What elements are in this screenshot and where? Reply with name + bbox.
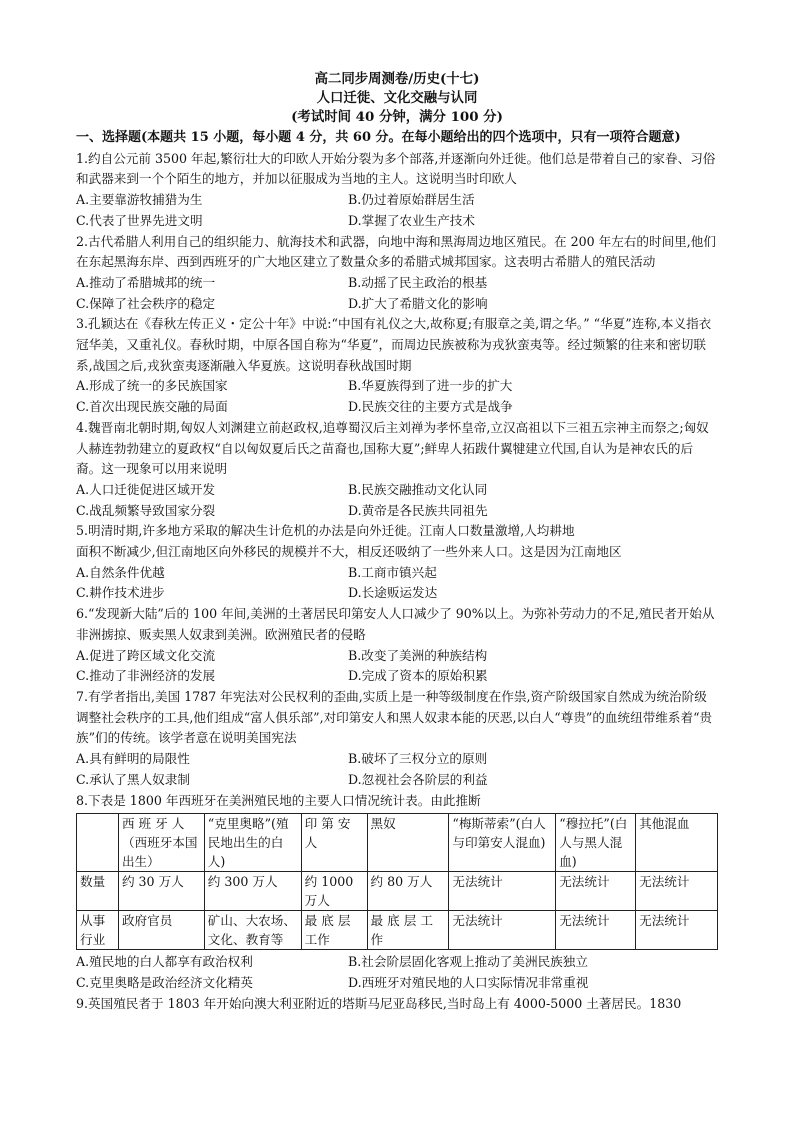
table-cell: 无法统计: [556, 911, 636, 950]
table-header-cell: “穆拉托”(白人与黑人混血): [556, 814, 636, 872]
option-a: A.促进了跨区域文化交流: [76, 647, 216, 663]
option-c: C.保障了社会秩序的稳定: [76, 295, 216, 311]
population-table: [76, 813, 718, 950]
question-1-options: [76, 190, 718, 231]
option-b: B.破坏了三权分立的原则: [348, 751, 488, 767]
table-header-cell: “克里奥略”(殖民地出生的白人): [204, 814, 301, 872]
option-c: C.推动了非洲经济的发展: [76, 668, 216, 684]
option-d: D.扩大了希腊文化的影响: [348, 295, 488, 311]
table-cell: 无法统计: [556, 872, 636, 911]
option-a: A.具有鲜明的局限性: [76, 751, 190, 767]
table-row: [77, 911, 718, 950]
option-d: D.长途贩运发达: [348, 585, 438, 601]
table-cell: 最 底 层 工 作: [367, 911, 449, 950]
option-c: C.耕作技术进步: [76, 585, 165, 601]
table-cell: 矿山、大农场、文化、教育等: [204, 911, 301, 950]
option-c: C.克里奥略是政治经济文化精英: [76, 974, 253, 990]
table-cell: 无法统计: [636, 911, 718, 950]
question-4: 4.魏晋南北朝时期,匈奴人刘渊建立前赵政权,追尊蜀汉后主刘禅为孝怀皇帝,立汉高祖以下三祖五宗神主而祭之;匈奴人赫连勃勃建立的夏政权“自以匈奴夏后氏之苗裔也,国称大夏”;鲜卑人拓跋什翼犍建立代国,自认为是神农氏的后裔。这一现象可以用来说明: [76, 419, 709, 477]
option-b: B.华夏族得到了进一步的扩大: [348, 378, 513, 394]
table-header-cell: “梅斯蒂索”(白人与印第安人混血): [449, 814, 556, 872]
question-7-options: [76, 749, 718, 790]
option-a: A.形成了统一的多民族国家: [76, 378, 228, 394]
table-cell: 无法统计: [449, 911, 556, 950]
table-header-cell: 西 班 牙 人（西班牙本国出生）: [118, 814, 204, 872]
option-a: A.人口迁徙促进区域开发: [76, 481, 216, 497]
question-5-options: [76, 563, 718, 604]
question-7: 7.有学者指出,美国 1787 年宪法对公民权利的歪曲,实质上是一种等级制度在作祟,资产阶级国家自然成为统治阶级调整社会秩序的工具,他们组成“富人俱乐部”,对印第安人和黑人奴隶本能的厌恶,以白人“尊贵”的血统纽带维系着“贵族”们的传统。该学者意在说明美国宪法: [76, 688, 713, 746]
question-6: 6.“发现新大陆”后的 100 年间,美洲的土著居民印第安人人口减少了 90%以上。为弥补劳动力的不足,殖民者开始从非洲掳掠、贩卖黑人奴隶到美洲。欧洲殖民者的侵略: [76, 606, 715, 642]
option-a: A.自然条件优越: [76, 564, 165, 580]
question-3: 3.孔颖达在《春秋左传正义・定公十年》中说:“中国有礼仪之大,故称夏;有服章之美,谓之华。” “华夏”连称,本义指衣冠华美，又重礼仪。春秋时期，中原各国自称为“华夏”，而周边民族被称为戎狄蛮夷等。经过频繁的往来和密切联系,战国之后,戎狄蛮夷逐渐融入华夏族。这说明春秋战国时期: [76, 316, 712, 373]
option-d: D.忽视社会各阶层的利益: [348, 771, 488, 787]
section-heading: 一、选择题(本题共 15 小题，每小题 4 分，共 60 分。在每小题给出的四个选项中，只有一项符合题意): [76, 130, 681, 145]
table-cell: 约 80 万人: [367, 872, 449, 911]
table-cell: 约 1000 万人: [301, 872, 367, 911]
table-header-cell: 其他混血: [636, 814, 718, 872]
table-header-row: [77, 814, 718, 872]
table-header-cell: 印 第 安 人: [301, 814, 367, 872]
option-b: B.民族交融推动文化认同: [348, 481, 488, 497]
question-8-options: [76, 952, 718, 993]
question-2: 2.古代希腊人利用自己的组织能力、航海技术和武器，向地中海和黑海周边地区殖民。在 200 年左右的时间里,他们在东起黑海东岸、西到西班牙的广大地区建立了数量众多的希腊式城邦国家。这表明古希腊人的殖民活动: [76, 233, 716, 270]
question-6-options: [76, 646, 718, 687]
option-d: D.掌握了农业生产技术: [348, 212, 475, 228]
question-3-options: [76, 376, 718, 417]
question-5: 5.明清时期,许多地方采取的解决生计危机的办法是向外迁徙。江南人口数量激增,人均耕地: [76, 523, 575, 539]
option-d: D.完成了资本的原始积累: [348, 668, 488, 684]
exam-page: [76, 70, 718, 1014]
table-cell: 最 底 层 工作: [301, 911, 367, 950]
option-a: A.推动了希腊城邦的统一: [76, 274, 216, 290]
option-c: C.承认了黑人奴隶制: [76, 771, 190, 787]
question-2-options: [76, 273, 718, 314]
table-cell: 约 30 万人: [118, 872, 204, 911]
question-4-options: [76, 480, 718, 521]
option-d: D.黄帝是各民族共同祖先: [348, 502, 488, 518]
option-c: C.战乱频繁导致国家分裂: [76, 502, 216, 518]
option-b: B.工商市镇兴起: [348, 564, 437, 580]
option-b: B.改变了美洲的种族结构: [348, 647, 488, 663]
question-5-continued: 面积不断减少,但江南地区向外移民的规模并不大，相反还吸纳了一些外来人口。这是因为江南地区: [76, 544, 622, 560]
exam-time-info: (考试时间 40 分钟，满分 100 分): [291, 109, 503, 125]
table-row: [77, 872, 718, 911]
table-cell: 从事行业: [77, 911, 119, 950]
question-9: 9.英国殖民者于 1803 年开始向澳大利亚附近的塔斯马尼亚岛移民,当时岛上有 4000-5000 土著居民。1830: [76, 995, 682, 1011]
option-b: B.仍过着原始群居生活: [348, 192, 475, 208]
table-cell: 数量: [77, 872, 119, 911]
option-c: C.代表了世界先进文明: [76, 212, 203, 228]
exam-subtitle: 人口迁徙、文化交融与认同: [316, 90, 478, 106]
option-c: C.首次出现民族交融的局面: [76, 399, 228, 415]
table-header-cell: [77, 814, 119, 872]
table-header-cell: 黑奴: [367, 814, 449, 872]
option-b: B.动摇了民主政治的根基: [348, 274, 488, 290]
option-a: A.殖民地的白人都享有政治权利: [76, 954, 253, 970]
option-d: D.民族交往的主要方式是战争: [348, 399, 513, 415]
table-cell: 无法统计: [449, 872, 556, 911]
option-b: B.社会阶层固化客观上推动了美洲民族独立: [348, 954, 588, 970]
option-a: A.主要靠游牧捕猎为生: [76, 192, 203, 208]
exam-title: 高二同步周测卷/历史(十七): [314, 71, 480, 87]
table-cell: 约 300 万人: [204, 872, 301, 911]
table-cell: 政府官员: [118, 911, 204, 950]
question-1: 1.约自公元前 3500 年起,繁衍壮大的印欧人开始分裂为多个部落,并逐渐向外迁徙。他们总是带着自己的家眷、习俗和武器来到一个个陌生的地方，并加以征服成为当地的主人。这说明当时印欧人: [76, 150, 716, 187]
option-d: D.西班牙对殖民地的人口实际情况非常重视: [348, 974, 589, 990]
question-8: 8.下表是 1800 年西班牙在美洲殖民地的主要人口情况统计表。由此推断: [76, 792, 481, 808]
table-cell: 无法统计: [636, 872, 718, 911]
